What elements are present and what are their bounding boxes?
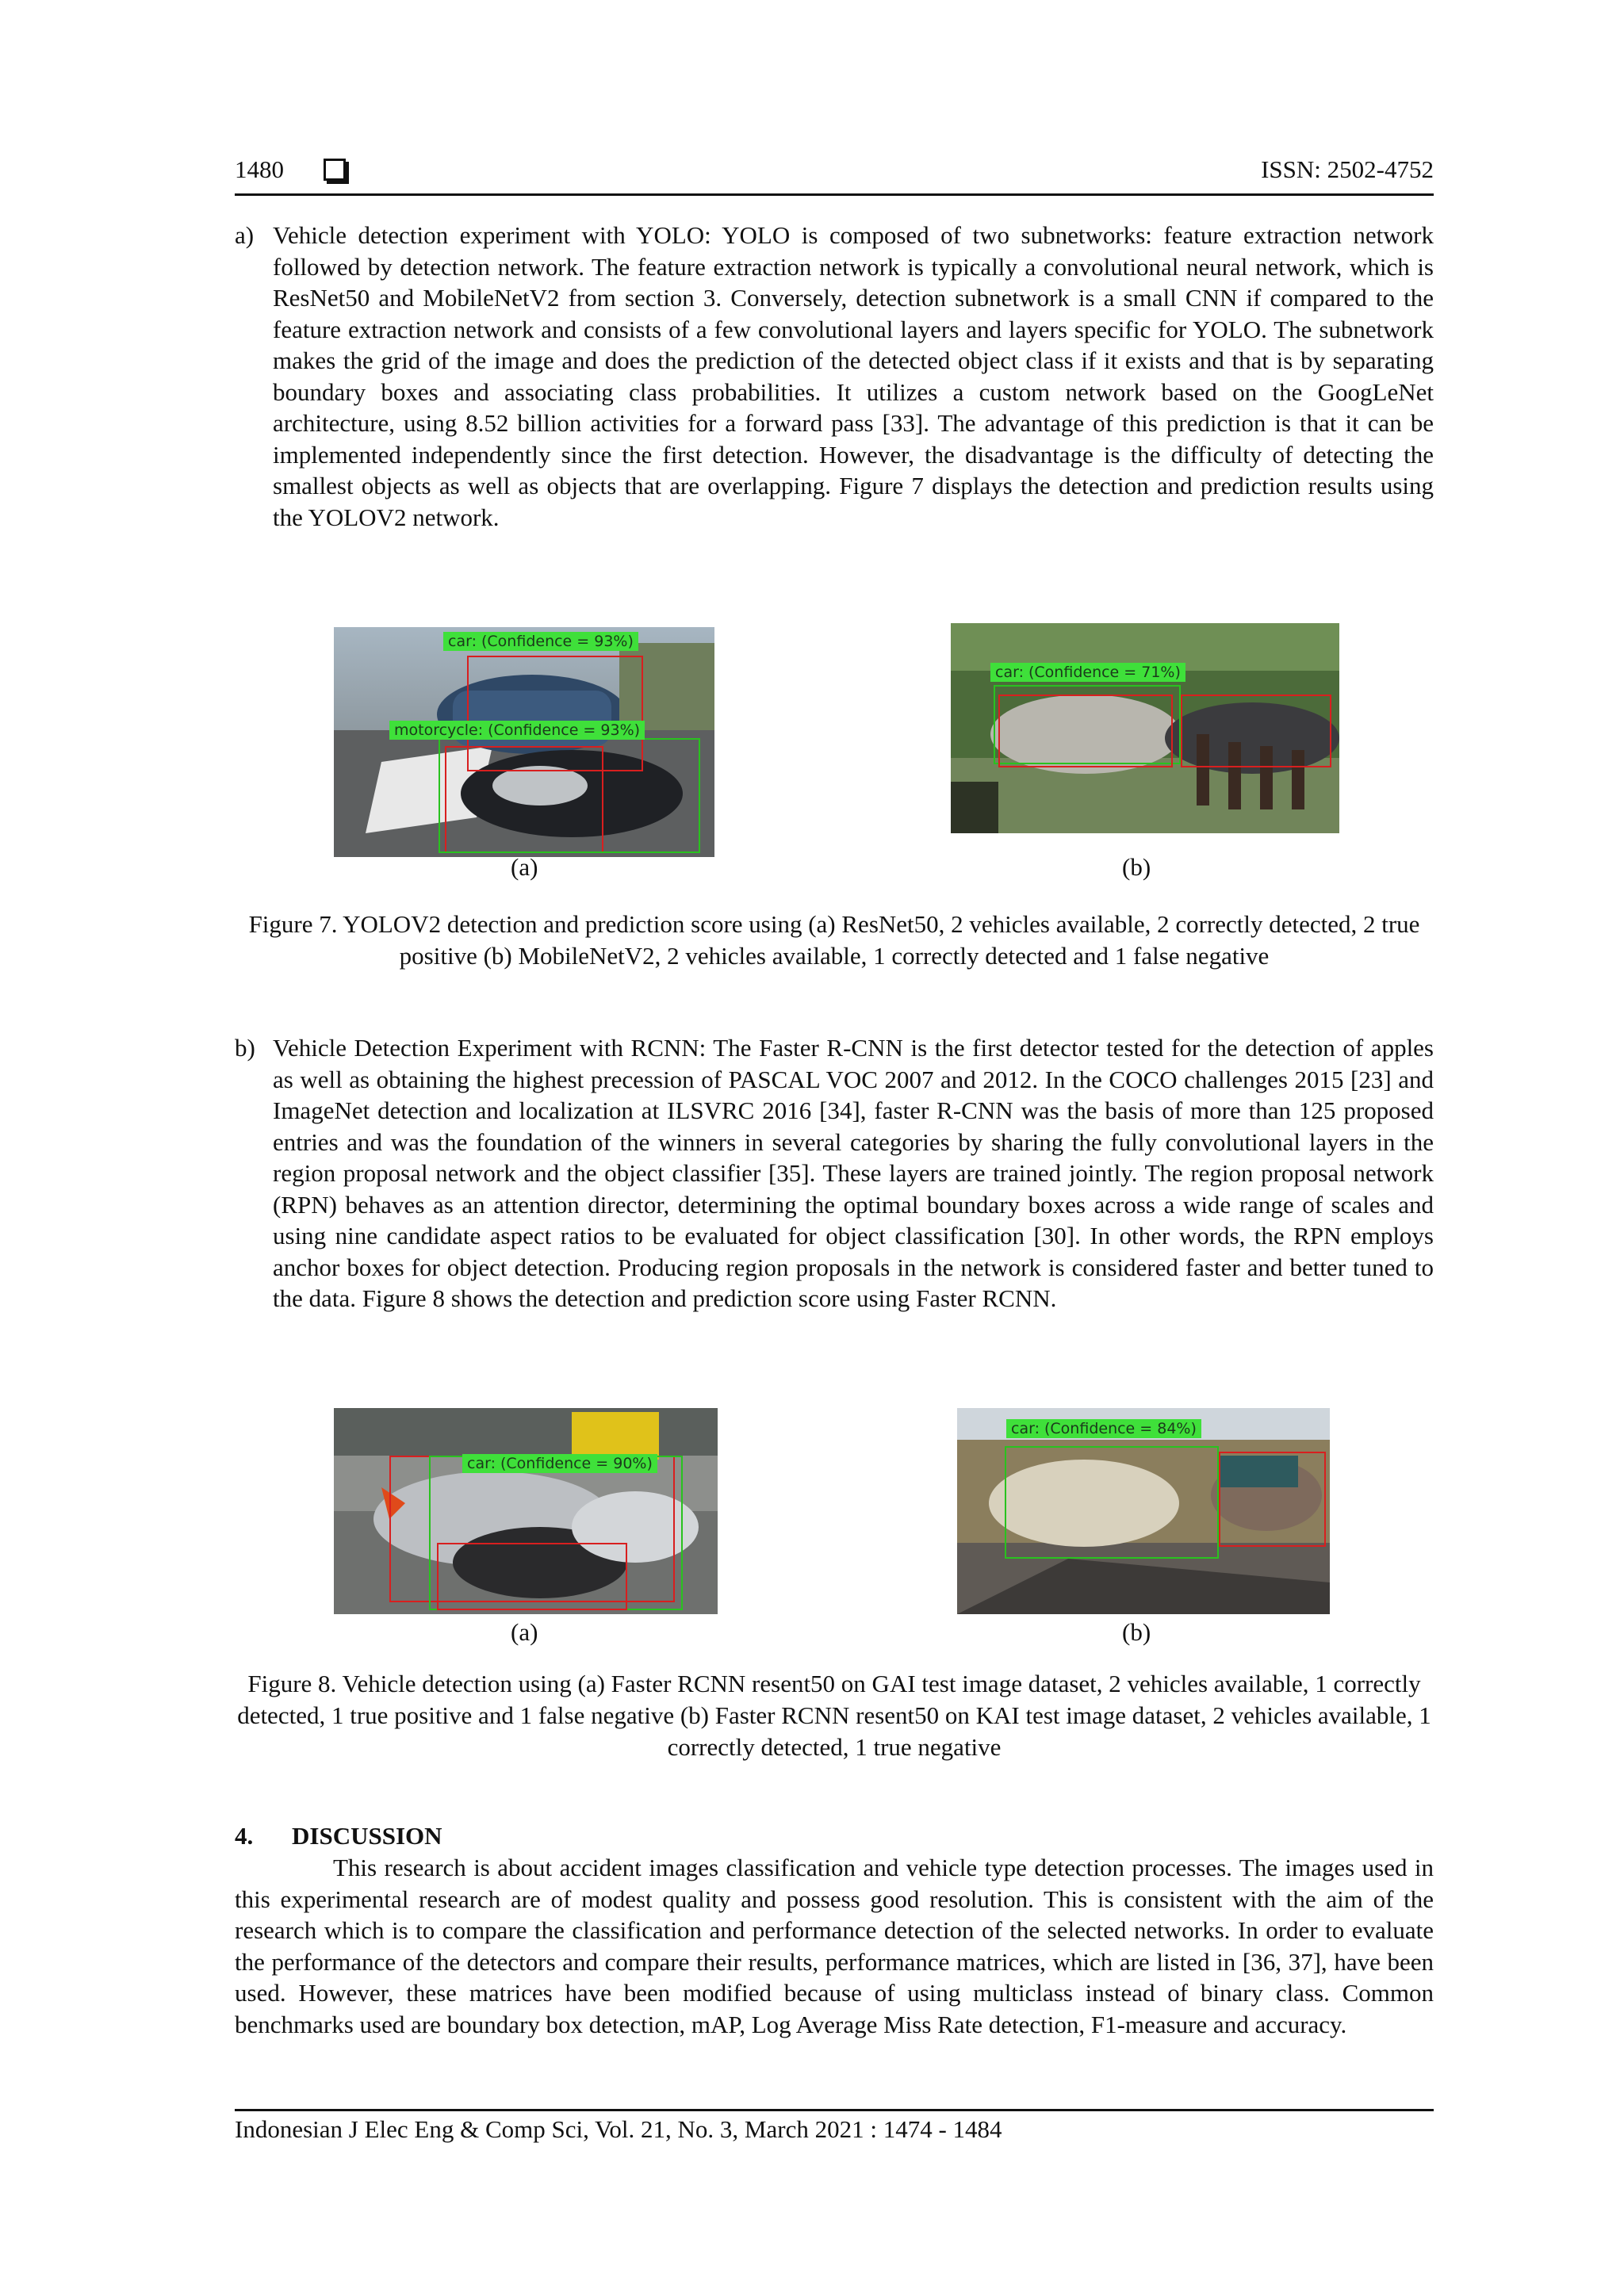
section-title: DISCUSSION	[292, 1822, 442, 1850]
running-header	[235, 155, 1434, 197]
figure7-caption: Figure 7. YOLOV2 detection and prediction score using (a) ResNet50, 2 vehicles available, 2 correctly detected, 2 true positive (b) MobileNetV2, 2 vehicles available, 1 correctly detected and 1 false negative	[248, 910, 1420, 970]
item-b	[235, 1032, 1434, 1314]
figure8a-image	[334, 1408, 718, 1614]
footer-citation: Indonesian J Elec Eng & Comp Sci, Vol. 21, No. 3, March 2021 : 1474 - 1484	[235, 2115, 1002, 2143]
detection-label: car: (Confidence = 93%)	[443, 632, 638, 651]
detection-box-red	[1219, 1452, 1326, 1547]
figure7b-image	[951, 623, 1339, 833]
detection-label: car: (Confidence = 71%)	[990, 663, 1185, 682]
discussion-paragraph: This research is about accident images classification and vehicle type detection processes. The images used in this experimental research are of modest quality and possess good resolution. This is consistent with the aim of the research which is to compare the classification and performance detection of the selected networks. In order to evaluate the performance of the detectors and compare their results, performance matrices, which are listed in [36, 37], have been used. However, these matrices have been modified because of using multiclass instead of binary class. Common benchmarks used are boundary box detection, mAP, Log Average Miss Rate detection, F1-measure and accuracy.	[235, 1854, 1434, 2038]
detection-box-green	[439, 738, 700, 853]
figure7b-sublabel: (b)	[1122, 853, 1151, 881]
detection-box-red	[1181, 695, 1331, 767]
section-heading	[235, 1822, 442, 1850]
figure7a-sublabel: (a)	[511, 853, 538, 881]
section-number: 4.	[235, 1822, 254, 1850]
item-b-text: Vehicle Detection Experiment with RCNN: The Faster R-CNN is the first detector tested for the detection of apples as well as obtaining the highest precession of PASCAL VOC 2007 and 2012. In the COCO challenges 2015 [23] and ImageNet detection and localization at ILSVRC 2016 [34], faster R-CNN was the basis of more than 125 proposed entries and was the foundation of the winners in several categories by sharing the fully convolutional layers in the region proposal network and the object classifier [35]. These layers are trained jointly. The region proposal network (RPN) behaves as an attention director, determining the optimal boundary boxes across a wide range of scales and using nine candidate aspect ratios to be evaluated for object classification [30]. In other words, the RPN employs anchor boxes for object detection. Producing region proposals in the network is considered faster and better tuned to the data. Figure 8 shows the detection and prediction score using Faster RCNN.	[273, 1034, 1434, 1312]
figure8a-sublabel: (a)	[511, 1618, 538, 1646]
detection-box-red	[437, 1543, 627, 1610]
detection-label: motorcycle: (Confidence = 93%)	[389, 721, 645, 740]
item-a-text: Vehicle detection experiment with YOLO: YOLO is composed of two subnetworks: feature extraction network followed by detection network. The feature extraction network is typically a convolutional neural network, which is ResNet50 and MobileNetV2 from section 3. Conversely, detection subnetwork is a small CNN if compared to the feature extraction network and consists of a few convolutional layers and layers specific for YOLO. The subnetwork makes the grid of the image and does the prediction of the detected object class if it exists and that is by separating boundary boxes and associating class probabilities. It utilizes a custom network based on the GoogLeNet architecture, using 8.52 billion activities for a forward pass [33]. The advantage of this prediction is that it can be implemented independently since the first detection. However, the disadvantage is the difficulty of detecting the smallest objects as well as objects that are overlapping. Figure 7 displays the detection and prediction results using the YOLOV2 network.	[273, 221, 1434, 531]
issn: ISSN: 2502-4752	[1261, 155, 1434, 183]
footer-rule	[235, 2109, 1434, 2111]
detection-label: car: (Confidence = 90%)	[462, 1454, 657, 1473]
page-number: 1480	[235, 155, 284, 183]
detection-box-green	[1005, 1446, 1219, 1559]
header-rule	[235, 193, 1434, 196]
item-b-label: b)	[235, 1034, 255, 1062]
figure8b-image	[957, 1408, 1330, 1614]
figure8-caption: Figure 8. Vehicle detection using (a) Faster RCNN resent50 on GAI test image dataset, 2 vehicles available, 1 correctly detected, 1 true positive and 1 false negative (b) Faster RCNN resent50 on KAI test image dataset, 2 vehicles available, 1 correctly detected, 1 true negative	[237, 1670, 1431, 1761]
item-a	[235, 220, 1434, 533]
detection-label: car: (Confidence = 84%)	[1006, 1419, 1201, 1438]
figure8b-sublabel: (b)	[1122, 1618, 1151, 1646]
detection-box-red	[998, 695, 1173, 767]
box-bullet-icon	[324, 159, 346, 181]
item-a-label: a)	[235, 221, 255, 249]
figure7a-image	[334, 627, 714, 857]
